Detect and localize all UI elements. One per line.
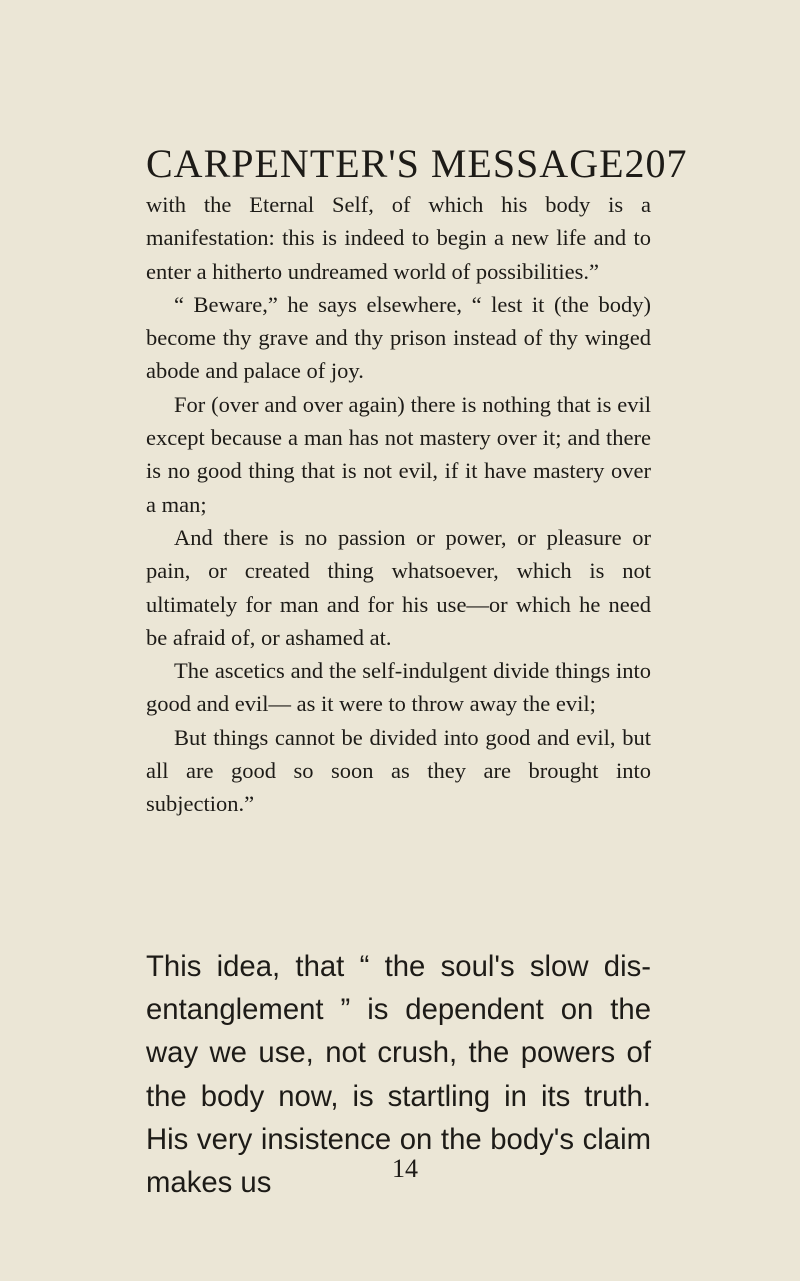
commentary-paragraph: This idea, that “ the soul's slow dis-entanglement ” is dependent on the way we use, not crush, the powers of the body now, is startling in its truth. His very insistence on the body's claim makes us	[146, 950, 651, 1200]
quote-paragraph-1: with the Eternal Self, of which his body is a manifestation: this is indeed to begin a new life and to enter a hitherto undreamed world of possibilities.”	[146, 192, 651, 284]
quoted-passage	[146, 188, 651, 821]
quote-paragraph-6: But things cannot be divided into good and evil, but all are good so soon as they are brought into subjection.”	[146, 724, 651, 817]
quote-paragraph-3: For (over and over again) there is nothing that is evil except because a man has not mastery over it; and there is no good thing that is not evil, if it have mastery over a man;	[146, 391, 651, 517]
running-title: CARPENTER'S MESSAGE	[146, 141, 625, 186]
quote-paragraph-4: And there is no passion or power, or pleasure or pain, or created thing whatsoever, which is not ultimately for man and for his use—or which he need be afraid of, or ashamed at.	[146, 524, 651, 650]
quote-paragraph-5: The ascetics and the self-indulgent divide things into good and evil— as it were to throw away the evil;	[146, 658, 651, 717]
page-number: 207	[624, 141, 688, 186]
signature-mark: 14	[392, 1154, 418, 1183]
quote-paragraph-2: “ Beware,” he says elsewhere, “ lest it (the body) become thy grave and thy prison instead of thy winged abode and palace of joy.	[146, 291, 651, 384]
running-head	[146, 140, 688, 188]
